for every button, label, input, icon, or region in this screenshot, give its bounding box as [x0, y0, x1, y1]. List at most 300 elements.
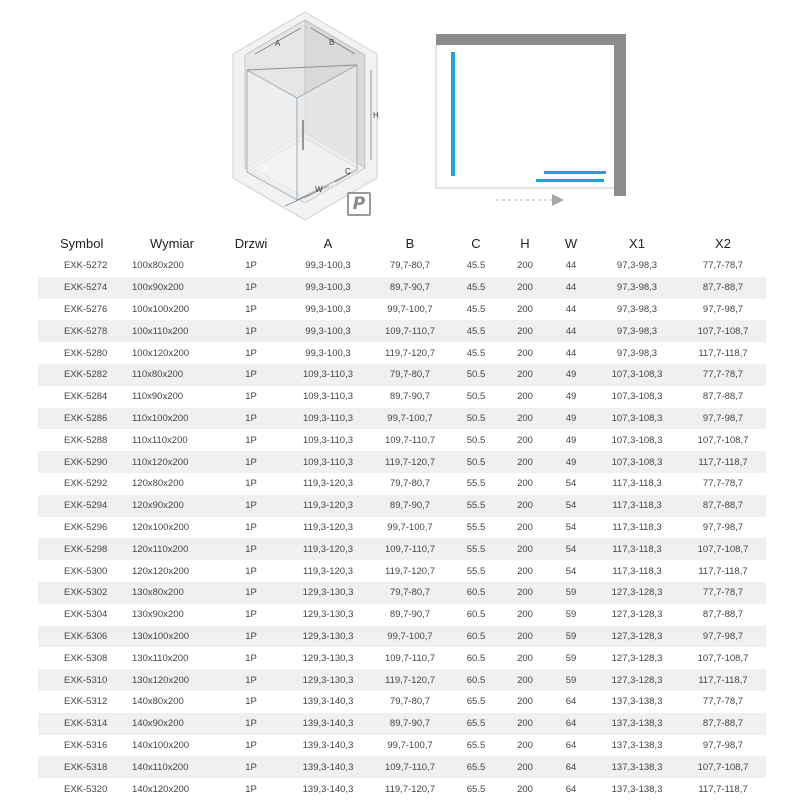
- cell-wymiar: 110x80x200: [128, 364, 216, 386]
- header-w: W: [564, 235, 578, 251]
- cell-w: 64: [565, 783, 577, 795]
- cell-drzwi: 1P: [245, 739, 257, 751]
- table-row: [38, 451, 766, 473]
- cell-x1: 127,3-128,3: [594, 582, 680, 604]
- table-row: [38, 647, 766, 669]
- cell-symbol: EXK-5296: [64, 521, 108, 533]
- dim-label-c: C: [345, 167, 351, 176]
- cell-a: 119,3-120,3: [286, 538, 370, 560]
- cell-w: 44: [548, 320, 594, 342]
- cell-h: 200: [502, 756, 548, 778]
- cell-a: 109,3-110,3: [302, 391, 353, 403]
- cell-wymiar: 140x110x200: [128, 756, 216, 778]
- cell-wymiar: 120x90x200: [128, 495, 216, 517]
- cell-drzwi: 1P: [245, 434, 257, 446]
- cell-c: 45.5: [466, 303, 486, 315]
- cell-a: 139,3-140,3: [302, 739, 354, 751]
- cell-c: 50.5: [466, 391, 486, 403]
- cell-c: 65.5: [466, 696, 486, 708]
- table-row: [38, 735, 766, 757]
- header-b: B: [405, 235, 415, 251]
- cell-x1: 137,3-138,3: [594, 713, 680, 735]
- dim-label-a: A: [275, 39, 281, 48]
- cell-w: 44: [565, 303, 577, 315]
- cell-symbol: EXK-5306: [38, 626, 128, 648]
- cell-wymiar: 110x100x200: [128, 408, 216, 430]
- cell-b: 99,7-100,7: [387, 303, 433, 315]
- cell-w: 44: [565, 260, 577, 272]
- cell-symbol: EXK-5318: [38, 756, 128, 778]
- table-row: [38, 538, 766, 560]
- cell-x2: 97,7-98,7: [680, 626, 766, 648]
- cell-x1: 97,3-98,3: [616, 347, 658, 359]
- cell-drzwi: 1P: [216, 495, 286, 517]
- cell-x1: 107,3-108,3: [594, 451, 680, 473]
- dim-label-h: H: [373, 111, 379, 120]
- header-wymiar: Wymiar: [150, 235, 194, 251]
- cell-a: 129,3-130,3: [302, 652, 354, 664]
- cell-b: 89,7-90,7: [370, 495, 450, 517]
- cell-drzwi: 1P: [245, 652, 257, 664]
- cell-wymiar: 120x80x200: [132, 478, 184, 490]
- cell-wymiar: 100x90x200: [128, 277, 216, 299]
- cell-x1: 97,3-98,3: [616, 260, 658, 272]
- cell-symbol: EXK-5288: [64, 434, 108, 446]
- header-a: A: [323, 235, 333, 251]
- spec-table: [38, 232, 766, 800]
- cell-drzwi: 1P: [245, 478, 257, 490]
- cell-w: 64: [548, 756, 594, 778]
- cell-w: 54: [565, 521, 577, 533]
- cell-symbol: EXK-5278: [38, 320, 128, 342]
- cell-a: 139,3-140,3: [302, 696, 354, 708]
- cell-c: 50.5: [450, 451, 502, 473]
- cell-c: 50.5: [450, 364, 502, 386]
- table-row: [38, 713, 766, 735]
- cell-c: 65.5: [466, 783, 486, 795]
- spec-table-body: [38, 255, 766, 800]
- cell-w: 64: [548, 713, 594, 735]
- cell-x1: 137,3-138,3: [611, 783, 663, 795]
- cell-drzwi: 1P: [216, 364, 286, 386]
- cell-drzwi: 1P: [245, 260, 257, 272]
- dim-label-b: B: [329, 38, 335, 47]
- cell-a: 109,3-110,3: [286, 408, 370, 430]
- cell-drzwi: 1P: [216, 713, 286, 735]
- plan-wall-right: [614, 34, 626, 196]
- cell-wymiar: 100x120x200: [132, 347, 190, 359]
- cell-a: 119,3-120,3: [286, 495, 370, 517]
- cell-a: 109,3-110,3: [286, 451, 370, 473]
- cell-drzwi: 1P: [216, 626, 286, 648]
- table-row: [38, 320, 766, 342]
- cell-drzwi: 1P: [245, 303, 257, 315]
- cell-a: 99,3-100,3: [286, 277, 370, 299]
- table-row: [38, 756, 766, 778]
- cell-drzwi: 1P: [245, 696, 257, 708]
- cell-x1: 127,3-128,3: [611, 652, 663, 664]
- cell-h: 200: [502, 451, 548, 473]
- cell-a: 109,3-110,3: [302, 434, 353, 446]
- cell-w: 44: [548, 277, 594, 299]
- cell-x1: 107,3-108,3: [611, 391, 663, 403]
- cell-x1: 117,3-118,3: [594, 495, 680, 517]
- cell-a: 129,3-130,3: [302, 609, 354, 621]
- cell-a: 129,3-130,3: [286, 582, 370, 604]
- cell-symbol: EXK-5294: [38, 495, 128, 517]
- header-symbol: Symbol: [60, 235, 104, 251]
- cell-c: 60.5: [450, 582, 502, 604]
- cell-wymiar: 130x90x200: [132, 609, 184, 621]
- cell-c: 45.5: [450, 277, 502, 299]
- cell-symbol: EXK-5282: [38, 364, 128, 386]
- cell-a: 119,3-120,3: [302, 521, 353, 533]
- cell-h: 200: [502, 538, 548, 560]
- header-x2: X2: [715, 235, 731, 251]
- cell-b: 79,7-80,7: [389, 696, 431, 708]
- cell-drzwi: 1P: [245, 783, 257, 795]
- cell-c: 55.5: [450, 495, 502, 517]
- cell-symbol: EXK-5274: [38, 277, 128, 299]
- dim-label-w: W: [315, 185, 323, 194]
- table-row: [38, 691, 766, 713]
- cell-a: 119,3-120,3: [302, 565, 353, 577]
- cell-wymiar: 110x120x200: [128, 451, 216, 473]
- cell-symbol: EXK-5320: [64, 783, 108, 795]
- cell-b: 89,7-90,7: [389, 609, 431, 621]
- cell-b: 99,7-100,7: [370, 408, 450, 430]
- cell-b: 109,7-110,7: [384, 434, 435, 446]
- cell-drzwi: 1P: [245, 565, 257, 577]
- cell-c: 60.5: [450, 626, 502, 648]
- cell-drzwi: 1P: [216, 408, 286, 430]
- table-row: [38, 517, 766, 539]
- cell-symbol: EXK-5298: [38, 538, 128, 560]
- cell-b: 79,7-80,7: [389, 478, 431, 490]
- cell-x2: 117,7-118,7: [698, 783, 748, 795]
- cell-w: 59: [565, 609, 577, 621]
- cell-symbol: EXK-5304: [64, 609, 108, 621]
- cell-wymiar: 140x90x200: [128, 713, 216, 735]
- cell-x1: 117,3-118,3: [612, 565, 662, 577]
- cell-w: 49: [565, 391, 577, 403]
- cell-x1: 117,3-118,3: [612, 521, 662, 533]
- cell-w: 54: [548, 538, 594, 560]
- table-row: [38, 582, 766, 604]
- cell-symbol: EXK-5300: [64, 565, 108, 577]
- cell-h: 200: [502, 582, 548, 604]
- cell-symbol: EXK-5302: [38, 582, 128, 604]
- table-row: [38, 604, 766, 626]
- table-row: [38, 299, 766, 321]
- cell-x2: 107,7-108,7: [680, 756, 766, 778]
- cell-x2: 97,7-98,7: [702, 303, 744, 315]
- cell-drzwi: 1P: [216, 277, 286, 299]
- cell-a: 99,3-100,3: [305, 260, 351, 272]
- cell-h: 200: [517, 783, 533, 795]
- cell-wymiar: 120x120x200: [132, 565, 190, 577]
- cell-wymiar: 110x90x200: [132, 391, 184, 403]
- product-figures: [0, 0, 800, 225]
- cell-h: 200: [517, 434, 533, 446]
- cell-a: 129,3-130,3: [286, 669, 370, 691]
- cell-b: 119,7-120,7: [370, 669, 450, 691]
- cell-drzwi: 1P: [216, 756, 286, 778]
- cell-symbol: EXK-5276: [64, 303, 108, 315]
- cell-c: 45.5: [466, 260, 486, 272]
- table-row: [38, 495, 766, 517]
- cell-w: 44: [565, 347, 577, 359]
- cell-x1: 107,3-108,3: [594, 364, 680, 386]
- table-row: [38, 429, 766, 451]
- cell-c: 45.5: [450, 320, 502, 342]
- cell-h: 200: [517, 303, 533, 315]
- cell-b: 109,7-110,7: [370, 320, 450, 342]
- table-row: [38, 669, 766, 691]
- cell-wymiar: 130x100x200: [128, 626, 216, 648]
- cell-w: 59: [565, 652, 577, 664]
- plan-glass-side: [451, 52, 455, 176]
- table-row: [38, 277, 766, 299]
- plan-view-drawing: [430, 28, 630, 208]
- cell-x2: 107,7-108,7: [697, 434, 749, 446]
- cell-x1: 127,3-128,3: [611, 609, 663, 621]
- header-drzwi: Drzwi: [234, 235, 268, 251]
- table-row: [38, 560, 766, 582]
- cell-x2: 77,7-78,7: [702, 696, 744, 708]
- cell-h: 200: [517, 696, 533, 708]
- cell-x2: 77,7-78,7: [702, 478, 744, 490]
- cell-a: 139,3-140,3: [302, 783, 354, 795]
- cell-x2: 97,7-98,7: [680, 408, 766, 430]
- cell-w: 49: [565, 434, 577, 446]
- cell-x1: 97,3-98,3: [594, 320, 680, 342]
- cell-drzwi: 1P: [216, 320, 286, 342]
- cell-symbol: EXK-5308: [64, 652, 108, 664]
- cell-b: 109,7-110,7: [384, 652, 435, 664]
- table-row: [38, 364, 766, 386]
- header-x1: X1: [629, 235, 645, 251]
- cell-x2: 107,7-108,7: [680, 320, 766, 342]
- cell-b: 79,7-80,7: [370, 582, 450, 604]
- cell-h: 200: [517, 739, 533, 751]
- cell-a: 109,3-110,3: [286, 364, 370, 386]
- cell-x1: 107,3-108,3: [611, 434, 663, 446]
- cell-h: 200: [502, 320, 548, 342]
- cell-w: 59: [548, 626, 594, 648]
- cell-x2: 87,7-88,7: [680, 495, 766, 517]
- cell-c: 50.5: [450, 408, 502, 430]
- cell-h: 200: [502, 713, 548, 735]
- cell-symbol: EXK-5290: [38, 451, 128, 473]
- cell-drzwi: 1P: [216, 582, 286, 604]
- cell-x1: 97,3-98,3: [616, 303, 658, 315]
- cell-x2: 97,7-98,7: [702, 521, 744, 533]
- cell-c: 55.5: [466, 565, 486, 577]
- cell-wymiar: 140x80x200: [132, 696, 184, 708]
- spec-table-header: [38, 232, 766, 255]
- cell-h: 200: [517, 391, 533, 403]
- cell-b: 89,7-90,7: [370, 713, 450, 735]
- cell-h: 200: [502, 669, 548, 691]
- cell-x1: 107,3-108,3: [594, 408, 680, 430]
- cell-x1: 137,3-138,3: [594, 756, 680, 778]
- cell-wymiar: 140x100x200: [132, 739, 190, 751]
- cell-w: 59: [548, 582, 594, 604]
- cell-symbol: EXK-5292: [64, 478, 108, 490]
- cell-wymiar: 100x80x200: [132, 260, 184, 272]
- cell-h: 200: [517, 478, 533, 490]
- plan-wall-top: [436, 34, 626, 45]
- cell-c: 60.5: [466, 609, 486, 621]
- table-row: [38, 408, 766, 430]
- cell-symbol: EXK-5284: [64, 391, 108, 403]
- cell-x2: 97,7-98,7: [702, 739, 744, 751]
- cell-w: 49: [548, 364, 594, 386]
- cell-drzwi: 1P: [245, 347, 257, 359]
- cell-c: 60.5: [466, 652, 486, 664]
- cell-h: 200: [517, 565, 533, 577]
- cell-a: 99,3-100,3: [305, 303, 351, 315]
- table-row: [38, 342, 766, 364]
- cell-b: 99,7-100,7: [387, 739, 433, 751]
- cell-w: 59: [548, 669, 594, 691]
- header-h: H: [520, 235, 530, 251]
- cell-w: 54: [565, 565, 577, 577]
- cell-wymiar: 120x100x200: [132, 521, 190, 533]
- cell-w: 49: [548, 408, 594, 430]
- cell-x2: 117,7-118,7: [680, 451, 766, 473]
- cell-symbol: EXK-5310: [38, 669, 128, 691]
- cell-b: 99,7-100,7: [370, 626, 450, 648]
- cell-drzwi: 1P: [216, 538, 286, 560]
- cell-symbol: EXK-5280: [64, 347, 108, 359]
- cell-c: 50.5: [466, 434, 486, 446]
- table-row: [38, 778, 766, 800]
- cell-a: 99,3-100,3: [286, 320, 370, 342]
- cell-b: 99,7-100,7: [387, 521, 433, 533]
- cell-drzwi: 1P: [245, 609, 257, 621]
- cell-h: 200: [517, 347, 533, 359]
- cell-c: 60.5: [450, 669, 502, 691]
- cell-b: 119,7-120,7: [384, 783, 435, 795]
- cell-c: 45.5: [466, 347, 486, 359]
- cell-w: 64: [565, 696, 577, 708]
- cell-x2: 87,7-88,7: [702, 391, 744, 403]
- cell-a: 129,3-130,3: [286, 626, 370, 648]
- cell-w: 54: [548, 495, 594, 517]
- cell-b: 109,7-110,7: [370, 756, 450, 778]
- cell-h: 200: [502, 277, 548, 299]
- cell-a: 99,3-100,3: [305, 347, 351, 359]
- cell-w: 54: [565, 478, 577, 490]
- plan-glass-door-sliding: [536, 179, 604, 182]
- cell-symbol: EXK-5314: [38, 713, 128, 735]
- cell-c: 65.5: [466, 739, 486, 751]
- cell-b: 79,7-80,7: [370, 364, 450, 386]
- cell-b: 89,7-90,7: [389, 391, 431, 403]
- cell-w: 64: [565, 739, 577, 751]
- cell-a: 119,3-120,3: [302, 478, 353, 490]
- cell-symbol: EXK-5312: [64, 696, 108, 708]
- table-row: [38, 386, 766, 408]
- table-row: [38, 626, 766, 648]
- cell-h: 200: [517, 260, 533, 272]
- door-side-badge: P: [347, 192, 371, 216]
- cell-x2: 117,7-118,7: [680, 669, 766, 691]
- cell-b: 79,7-80,7: [389, 260, 431, 272]
- cell-c: 55.5: [466, 478, 486, 490]
- cell-wymiar: 110x110x200: [132, 434, 188, 446]
- cell-x2: 107,7-108,7: [697, 652, 749, 664]
- cell-b: 119,7-120,7: [384, 347, 435, 359]
- cell-x2: 77,7-78,7: [702, 260, 744, 272]
- cell-c: 65.5: [450, 756, 502, 778]
- cell-x2: 87,7-88,7: [680, 713, 766, 735]
- header-c: C: [471, 235, 481, 251]
- cell-h: 200: [502, 408, 548, 430]
- cell-x1: 117,3-118,3: [594, 538, 680, 560]
- cell-x2: 87,7-88,7: [702, 609, 744, 621]
- cell-x1: 127,3-128,3: [594, 669, 680, 691]
- cell-wymiar: 140x120x200: [132, 783, 190, 795]
- cell-symbol: EXK-5272: [64, 260, 108, 272]
- cell-b: 119,7-120,7: [384, 565, 435, 577]
- cell-x2: 77,7-78,7: [680, 582, 766, 604]
- cell-c: 65.5: [450, 713, 502, 735]
- cell-wymiar: 130x110x200: [132, 652, 189, 664]
- cell-x2: 107,7-108,7: [680, 538, 766, 560]
- plan-glass-door-fixed: [544, 171, 606, 174]
- cell-wymiar: 120x110x200: [128, 538, 216, 560]
- cell-h: 200: [517, 652, 533, 664]
- cell-x2: 117,7-118,7: [698, 565, 748, 577]
- cell-drzwi: 1P: [216, 451, 286, 473]
- cell-x1: 117,3-118,3: [612, 478, 662, 490]
- cell-wymiar: 130x80x200: [128, 582, 216, 604]
- cell-x1: 97,3-98,3: [594, 277, 680, 299]
- cell-b: 109,7-110,7: [370, 538, 450, 560]
- cell-drzwi: 1P: [216, 669, 286, 691]
- cell-drzwi: 1P: [245, 521, 257, 533]
- cell-c: 55.5: [466, 521, 486, 533]
- cell-a: 139,3-140,3: [286, 713, 370, 735]
- cell-symbol: EXK-5316: [64, 739, 108, 751]
- cell-h: 200: [502, 626, 548, 648]
- cell-w: 49: [548, 451, 594, 473]
- cell-h: 200: [502, 495, 548, 517]
- cell-b: 119,7-120,7: [370, 451, 450, 473]
- cell-drzwi: 1P: [245, 391, 257, 403]
- cell-b: 89,7-90,7: [370, 277, 450, 299]
- cell-x1: 127,3-128,3: [594, 626, 680, 648]
- table-row: [38, 255, 766, 277]
- cell-wymiar: 130x120x200: [128, 669, 216, 691]
- cell-c: 55.5: [450, 538, 502, 560]
- cell-wymiar: 100x110x200: [128, 320, 216, 342]
- cell-h: 200: [502, 364, 548, 386]
- cell-x2: 117,7-118,7: [698, 347, 748, 359]
- table-row: [38, 473, 766, 495]
- cell-x2: 87,7-88,7: [680, 277, 766, 299]
- cell-h: 200: [517, 521, 533, 533]
- cell-h: 200: [517, 609, 533, 621]
- cell-symbol: EXK-5286: [38, 408, 128, 430]
- cell-a: 139,3-140,3: [286, 756, 370, 778]
- cell-x2: 77,7-78,7: [680, 364, 766, 386]
- cell-x1: 137,3-138,3: [611, 696, 663, 708]
- cell-wymiar: 100x100x200: [132, 303, 190, 315]
